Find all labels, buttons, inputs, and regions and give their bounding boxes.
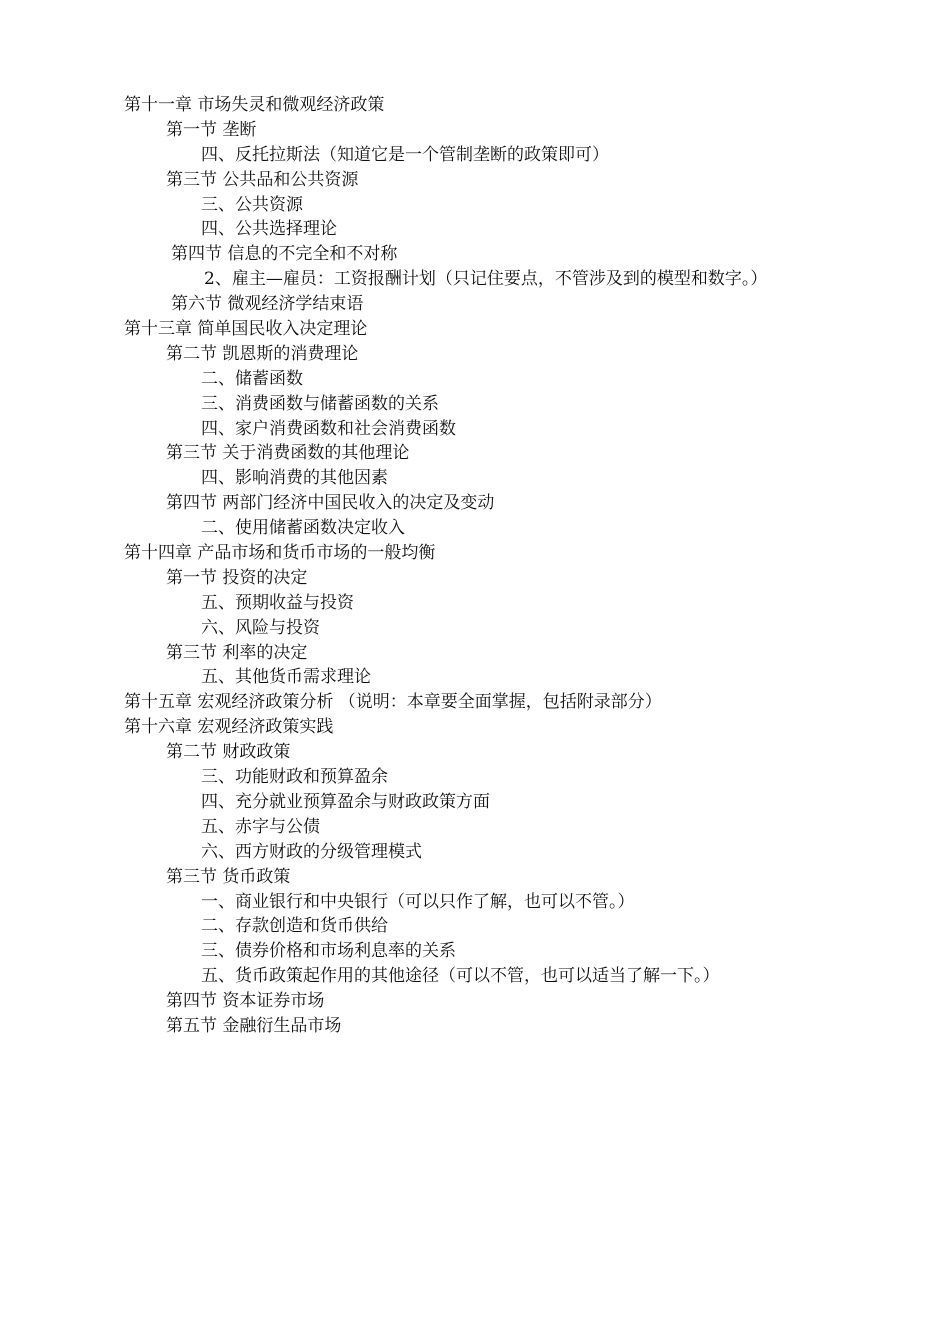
subsection-item: 2、雇主—雇员：工资报酬计划（只记住要点，不管涉及到的模型和数字。） xyxy=(204,269,768,290)
subsection-item: 三、公共资源 xyxy=(201,194,303,215)
chapter-heading: 第十三章 简单国民收入决定理论 xyxy=(124,319,368,340)
subsection-item: 四、充分就业预算盈余与财政政策方面 xyxy=(201,791,490,812)
subsection-item: 四、公共选择理论 xyxy=(201,219,337,240)
subsection-item: 五、预期收益与投资 xyxy=(201,592,354,613)
subsection-item: 四、家户消费函数和社会消费函数 xyxy=(201,418,456,439)
section-heading: 第五节 金融衍生品市场 xyxy=(166,1015,342,1036)
chapter-heading: 第十五章 宏观经济政策分析 （说明：本章要全面掌握，包括附录部分） xyxy=(124,692,662,713)
subsection-item: 二、存款创造和货币供给 xyxy=(201,916,388,937)
section-heading: 第六节 微观经济学结束语 xyxy=(171,294,364,315)
section-heading: 第一节 垄断 xyxy=(166,119,257,140)
subsection-item: 五、其他货币需求理论 xyxy=(201,667,371,688)
section-heading: 第一节 投资的决定 xyxy=(166,567,308,588)
section-heading: 第二节 财政政策 xyxy=(166,742,291,763)
chapter-heading: 第十一章 市场失灵和微观经济政策 xyxy=(124,95,385,115)
subsection-item: 六、西方财政的分级管理模式 xyxy=(201,841,422,862)
subsection-item: 四、影响消费的其他因素 xyxy=(201,468,388,489)
chapter-heading: 第十四章 产品市场和货币市场的一般均衡 xyxy=(124,543,436,564)
subsection-item: 一、商业银行和中央银行（可以只作了解，也可以不管。） xyxy=(201,891,635,912)
subsection-item: 五、赤字与公债 xyxy=(201,816,320,837)
subsection-item: 四、反托拉斯法（知道它是一个管制垄断的政策即可） xyxy=(201,144,609,165)
subsection-item: 三、债券价格和市场利息率的关系 xyxy=(201,941,456,962)
subsection-item: 二、储蓄函数 xyxy=(201,368,303,389)
subsection-item: 三、消费函数与储蓄函数的关系 xyxy=(201,393,439,414)
section-heading: 第四节 信息的不完全和不对称 xyxy=(171,244,398,265)
subsection-item: 六、风险与投资 xyxy=(201,617,320,638)
section-heading: 第三节 公共品和公共资源 xyxy=(166,169,359,190)
subsection-item: 五、货币政策起作用的其他途径（可以不管，也可以适当了解一下。） xyxy=(201,966,720,987)
section-heading: 第三节 关于消费函数的其他理论 xyxy=(166,443,410,464)
section-heading: 第四节 资本证券市场 xyxy=(166,991,325,1012)
section-heading: 第四节 两部门经济中国民收入的决定及变动 xyxy=(166,493,495,514)
section-heading: 第二节 凯恩斯的消费理论 xyxy=(166,343,359,364)
chapter-heading: 第十六章 宏观经济政策实践 xyxy=(124,717,334,738)
section-heading: 第三节 利率的决定 xyxy=(166,642,308,663)
section-heading: 第三节 货币政策 xyxy=(166,866,291,887)
subsection-item: 二、使用储蓄函数决定收入 xyxy=(201,518,405,539)
subsection-item: 三、功能财政和预算盈余 xyxy=(201,767,388,788)
outline-document xyxy=(0,93,950,1039)
